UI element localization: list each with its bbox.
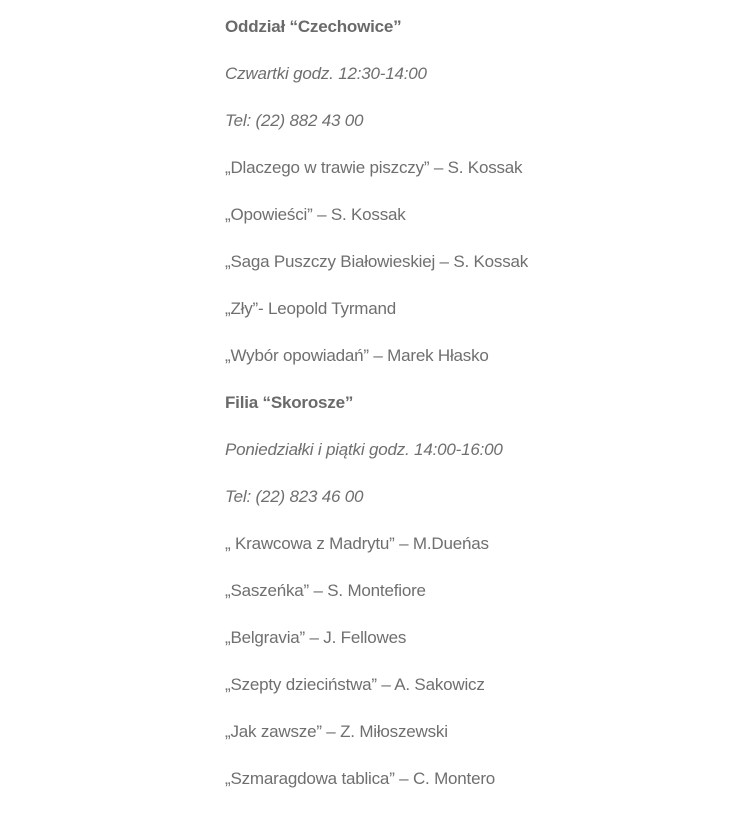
branch-heading-skorosze: Filia “Skorosze” [225, 393, 354, 412]
book-item: „Saga Puszczy Białowieskiej – S. Kossak [225, 252, 529, 271]
branch-heading-czechowice: Oddział “Czechowice” [225, 17, 402, 36]
book-item: „Saszeńka” – S. Montefiore [225, 581, 426, 600]
book-item: „ Krawcowa z Madrytu” – M.Dueńas [225, 534, 489, 553]
book-item: „Belgravia” – J. Fellowes [225, 628, 407, 647]
branch-phone: Tel: (22) 882 43 00 [225, 111, 364, 130]
book-item: „Dlaczego w trawie piszczy” – S. Kossak [225, 158, 523, 177]
book-item: „Zły”- Leopold Tyrmand [225, 299, 397, 318]
book-item: „Wybór opowiadań” – Marek Hłasko [225, 346, 489, 365]
book-item: „Szepty dzieciństwa” – A. Sakowicz [225, 675, 485, 694]
book-item: „Jak zawsze” – Z. Miłoszewski [225, 722, 448, 741]
article-content [225, 16, 705, 815]
branch-hours: Czwartki godz. 12:30-14:00 [225, 64, 427, 83]
book-item: „Opowieści” – S. Kossak [225, 205, 406, 224]
book-item: „Szmaragdowa tablica” – C. Montero [225, 769, 496, 788]
branch-hours: Poniedziałki i piątki godz. 14:00-16:00 [225, 440, 503, 459]
branch-phone: Tel: (22) 823 46 00 [225, 487, 364, 506]
